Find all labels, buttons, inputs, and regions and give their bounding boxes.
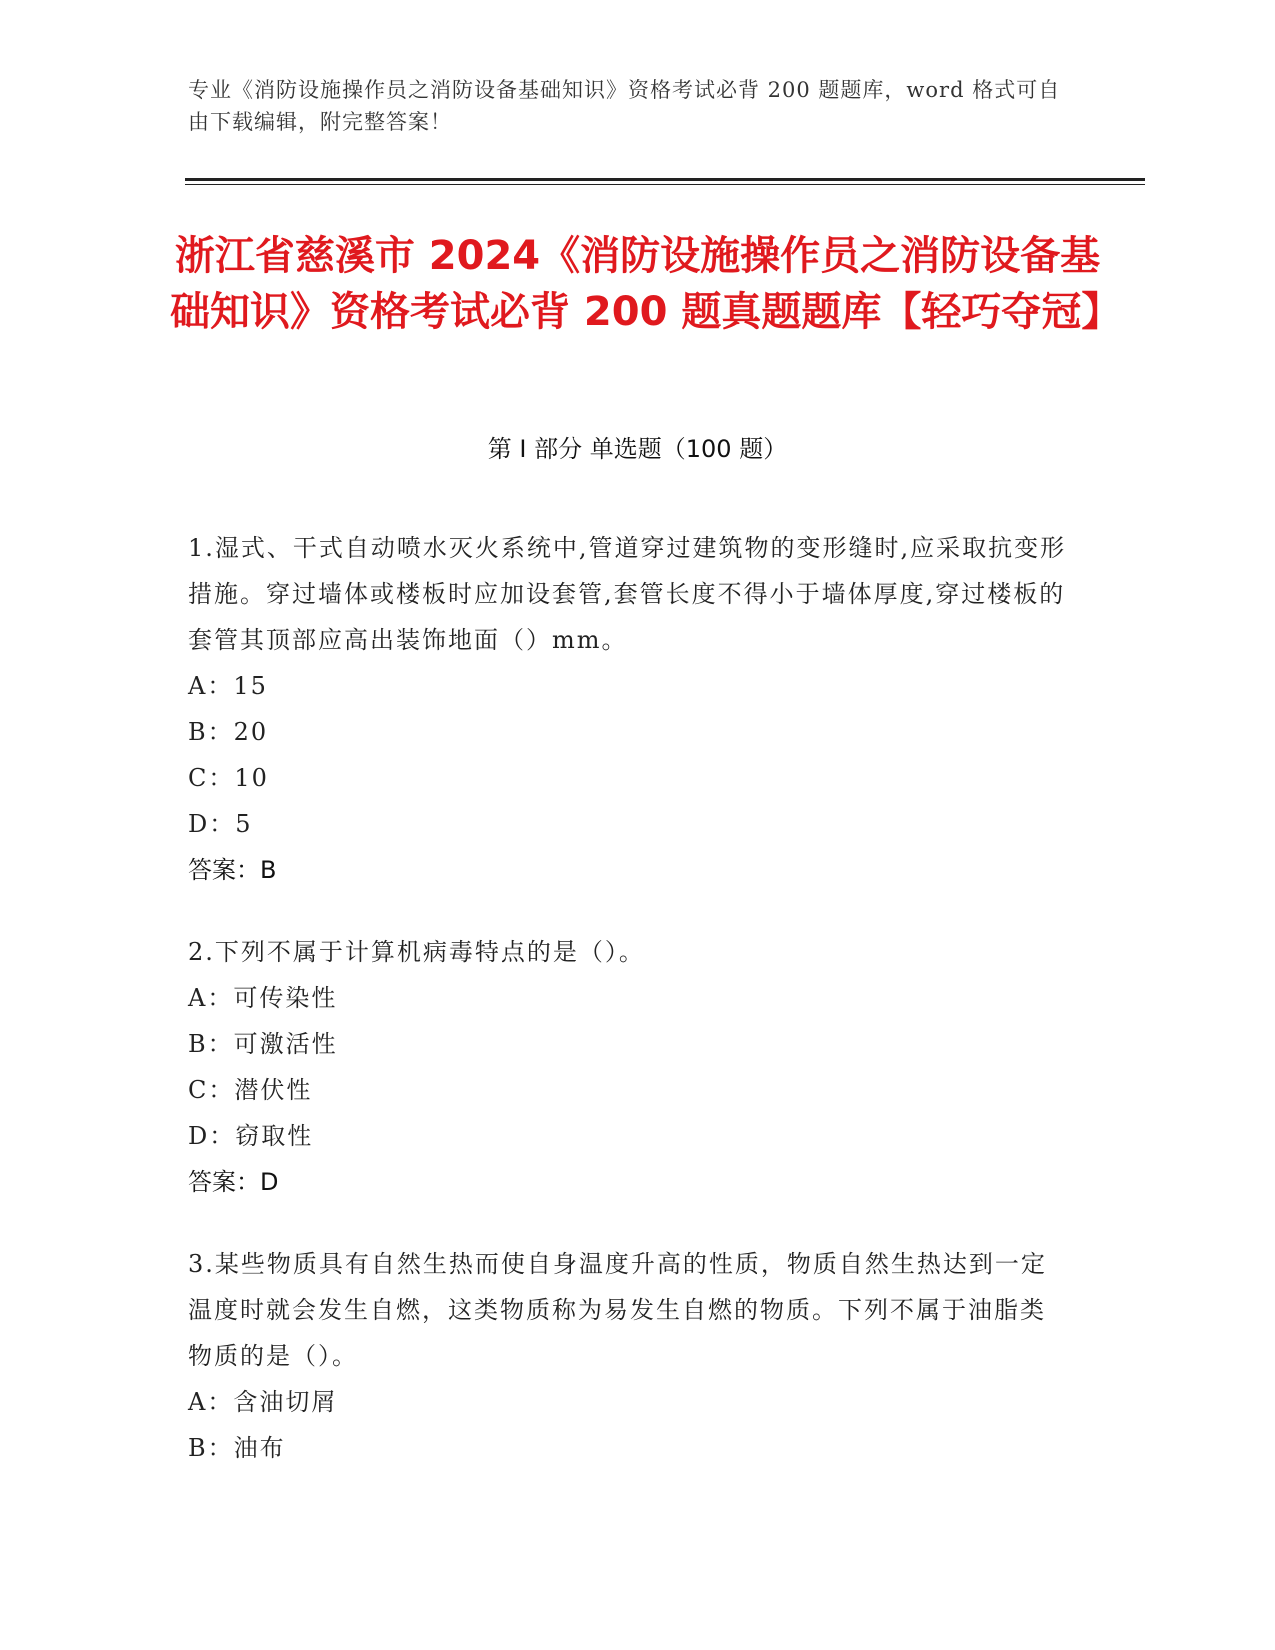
question-stem: 2.下列不属于计算机病毒特点的是（）。	[188, 938, 645, 966]
document-header-note: 专业《消防设施操作员之消防设备基础知识》资格考试必背 200 题题库，word 格式可自由下载编辑，附完整答案！	[188, 78, 1061, 134]
question-item	[188, 1241, 1068, 1471]
option-c: C：潜伏性	[188, 1076, 313, 1104]
answer-line: 答案：D	[188, 1168, 279, 1196]
answer-line: 答案：B	[188, 856, 277, 884]
header-divider-thin	[185, 184, 1145, 185]
option-b: B：20	[188, 718, 269, 746]
option-b: B：可激活性	[188, 1030, 338, 1058]
option-a: A：可传染性	[188, 984, 338, 1012]
question-item	[188, 929, 1068, 1205]
option-a: A：15	[188, 672, 268, 700]
header-divider-thick	[185, 178, 1145, 181]
option-d: D：窃取性	[188, 1122, 314, 1150]
option-a: A：含油切屑	[188, 1388, 338, 1416]
option-c: C：10	[188, 764, 269, 792]
option-d: D：5	[188, 810, 253, 838]
option-b: B：油布	[188, 1434, 286, 1462]
section-heading: 第 I 部分 单选题（100 题）	[487, 435, 788, 463]
document-title: 浙江省慈溪市 2024《消防设施操作员之消防设备基础知识》资格考试必背 200 题真题题库【轻巧夺冠】	[170, 233, 1122, 335]
question-item	[188, 525, 1068, 893]
question-stem: 1.湿式、干式自动喷水灭火系统中,管道穿过建筑物的变形缝时,应采取抗变形措施。穿过墙体或楼板时应加设套管,套管长度不得小于墙体厚度,穿过楼板的套管其顶部应高出装饰地面（）mm。	[188, 534, 1067, 654]
question-stem: 3.某些物质具有自然生热而使自身温度升高的性质，物质自然生热达到一定温度时就会发生自燃，这类物质称为易发生自燃的物质。下列不属于油脂类物质的是（）。	[188, 1250, 1047, 1370]
question-list	[188, 525, 1068, 1507]
